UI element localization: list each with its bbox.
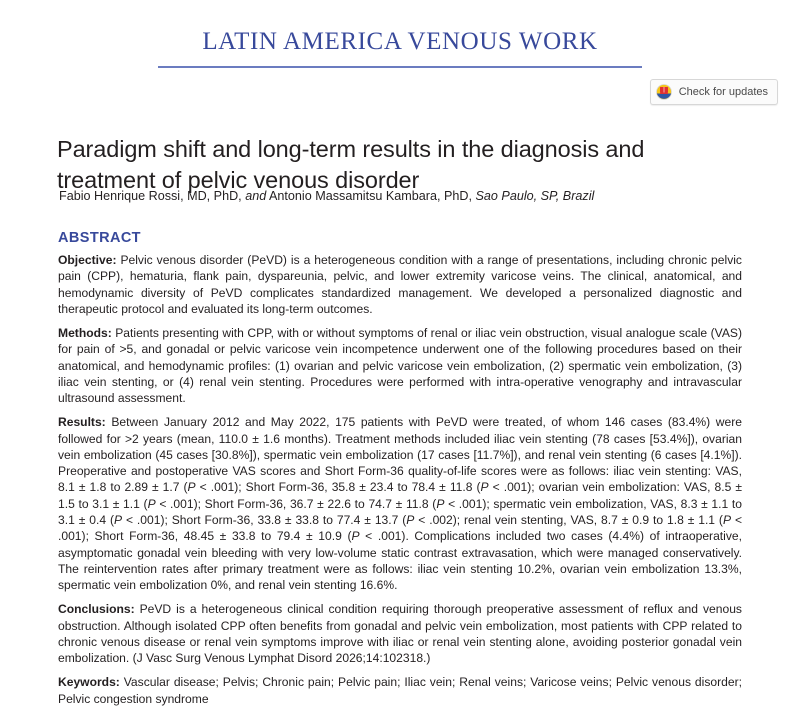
p-value-italic-2: P <box>480 480 489 495</box>
author-line <box>59 188 749 204</box>
abstract-body <box>58 252 742 707</box>
check-for-updates-badge[interactable] <box>650 79 778 105</box>
abstract-section-conclusions <box>58 601 742 666</box>
abstract-section-keywords <box>58 674 742 707</box>
abstract-text-results-2: < .001); Short Form-36, 35.8 ± 23.4 to 78.4 ± 11.8 ( <box>195 480 481 495</box>
abstract-heading: ABSTRACT <box>58 230 141 246</box>
running-head <box>0 28 800 56</box>
running-head-title: LATIN AMERICA VENOUS WORK <box>202 28 598 55</box>
abstract-text-results-5: < .001); spermatic vein embolization, VAS, 8.3 ± 1.1 to 3.1 ± 0.4 ( <box>58 496 742 527</box>
author-primary: Fabio Henrique Rossi, MD, PhD, <box>59 189 242 203</box>
p-value-italic-3: P <box>147 496 156 511</box>
abstract-label-methods: Methods: <box>58 326 112 341</box>
abstract-text-results-6: < .001); Short Form-36, 33.8 ± 33.8 to 77.4 ± 13.7 ( <box>122 512 407 527</box>
p-value-italic-1: P <box>187 480 196 495</box>
p-value-italic-8: P <box>351 529 360 544</box>
abstract-section-methods <box>58 325 742 406</box>
abstract-text-results-4: < .001); Short Form-36, 36.7 ± 22.6 to 74.7 ± 11.8 ( <box>155 496 437 511</box>
abstract-label-objective: Objective: <box>58 253 117 267</box>
running-head-divider <box>158 66 642 68</box>
abstract-text-results-9: < .001). Complications included two cases (4.4%) of intraoperative, asymptomatic gonadal vein bleeding with very low-volume static contrast extravasation, which were managed conservatively. The reintervention rates after primary treatment were as follows: iliac vein stenting 10.2%, ovarian vein embolization 13.3%, spermatic vein embolization 0%, and renal vein stenting 16.6%. <box>58 529 742 593</box>
author-affiliation: Sao Paulo, SP, Brazil <box>475 189 595 203</box>
author-conjunction: and <box>245 189 267 203</box>
page-title: Paradigm shift and long-term results in the diagnosis and treatment of pelvic venous disorder <box>57 135 645 193</box>
abstract-text-conclusions: PeVD is a heterogeneous clinical condition requiring thorough preoperative assessment of reflux and venous obstruction. Although isolated CPP often benefits from gonadal and pelvic vein embolization, most patients with CPP related to chronic venous disease or renal vein symptoms improve with iliac or renal vein stenting alone, avoiding posterior gonadal vein embolization. (J Vasc Surg Venous Lymphat Disord 2026;14:102318.) <box>58 602 742 666</box>
p-value-italic-6: P <box>406 512 415 527</box>
abstract-text-results-3: < .001); ovarian vein embolization: VAS, 8.5 ± 1.5 to 3.1 ± 1.1 ( <box>58 480 742 511</box>
p-value-italic-4: P <box>436 496 445 511</box>
check-for-updates-label: Check for updates <box>678 86 768 98</box>
p-value-italic-7: P <box>722 512 732 527</box>
abstract-section-objective <box>58 252 742 317</box>
abstract-text-methods: Patients presenting with CPP, with or without symptoms of renal or iliac vein obstruction, visual analogue scale (VAS) for pain of >5, and gonadal or pelvic varicose vein incompetence underwent one of the following procedures based on their anatomical, and hemodynamic profiles: (1) ovarian and pelvic varicose vein embolization, (2) spermatic vein embolization, (3) iliac vein stenting, or (4) renal vein stenting. Procedures were performed with intra-operative venography and intravascular ultrasound assessment. <box>58 326 742 406</box>
abstract-text-keywords: Vascular disease; Pelvis; Chronic pain; Pelvic pain; Iliac vein; Renal veins; Varicose veins; Pelvic venous disorder; Pelvic congestion syndrome <box>58 675 742 706</box>
abstract-text-results-8: < .001); Short Form-36, 48.45 ± 33.8 to 79.4 ± 10.9 ( <box>58 512 743 544</box>
abstract-label-conclusions: Conclusions: <box>58 602 135 617</box>
abstract-label-results: Results: <box>58 415 106 430</box>
abstract-text-results-1: Between January 2012 and May 2022, 175 patients with PeVD were treated, of whom 146 cases (83.4%) were followed for >2 years (mean, 110.0 ± 1.6 months). Treatment methods included iliac vein stenting (78 cases [53.4%]), ovarian vein embolization (45 cases [30.8%]), spermatic vein embolization (17 cases [11.7%]), and renal vein stenting (6 cases [4.1%]). Preoperative and postoperative VAS scores and Short Form-36 quality-of-life scores were as follows: iliac vein stenting: VAS, 8.1 ± 1.8 to 2.89 ± 1.7 ( <box>58 415 742 495</box>
abstract-text-results-7: < .002); renal vein stenting, VAS, 8.7 ± 0.9 to 1.8 ± 1.1 ( <box>414 512 723 527</box>
author-secondary: Antonio Massamitsu Kambara, PhD, <box>269 189 473 203</box>
abstract-text-objective: Pelvic venous disorder (PeVD) is a heterogeneous condition with a range of presentations, including chronic pelvic pain (CPP), hematuria, flank pain, dyspareunia, pelvic, and lower extremity varicose veins. The clinical, anatomical, and hemodynamic diversity of PeVD complicates standardized management. We developed a personalized diagnostic and therapeutic protocol and evaluated its long-term outcomes. <box>58 253 742 316</box>
abstract-section-results <box>58 414 742 593</box>
p-value-italic-5: P <box>113 512 123 527</box>
abstract-label-keywords: Keywords: <box>58 675 120 690</box>
crossmark-icon <box>656 84 672 100</box>
